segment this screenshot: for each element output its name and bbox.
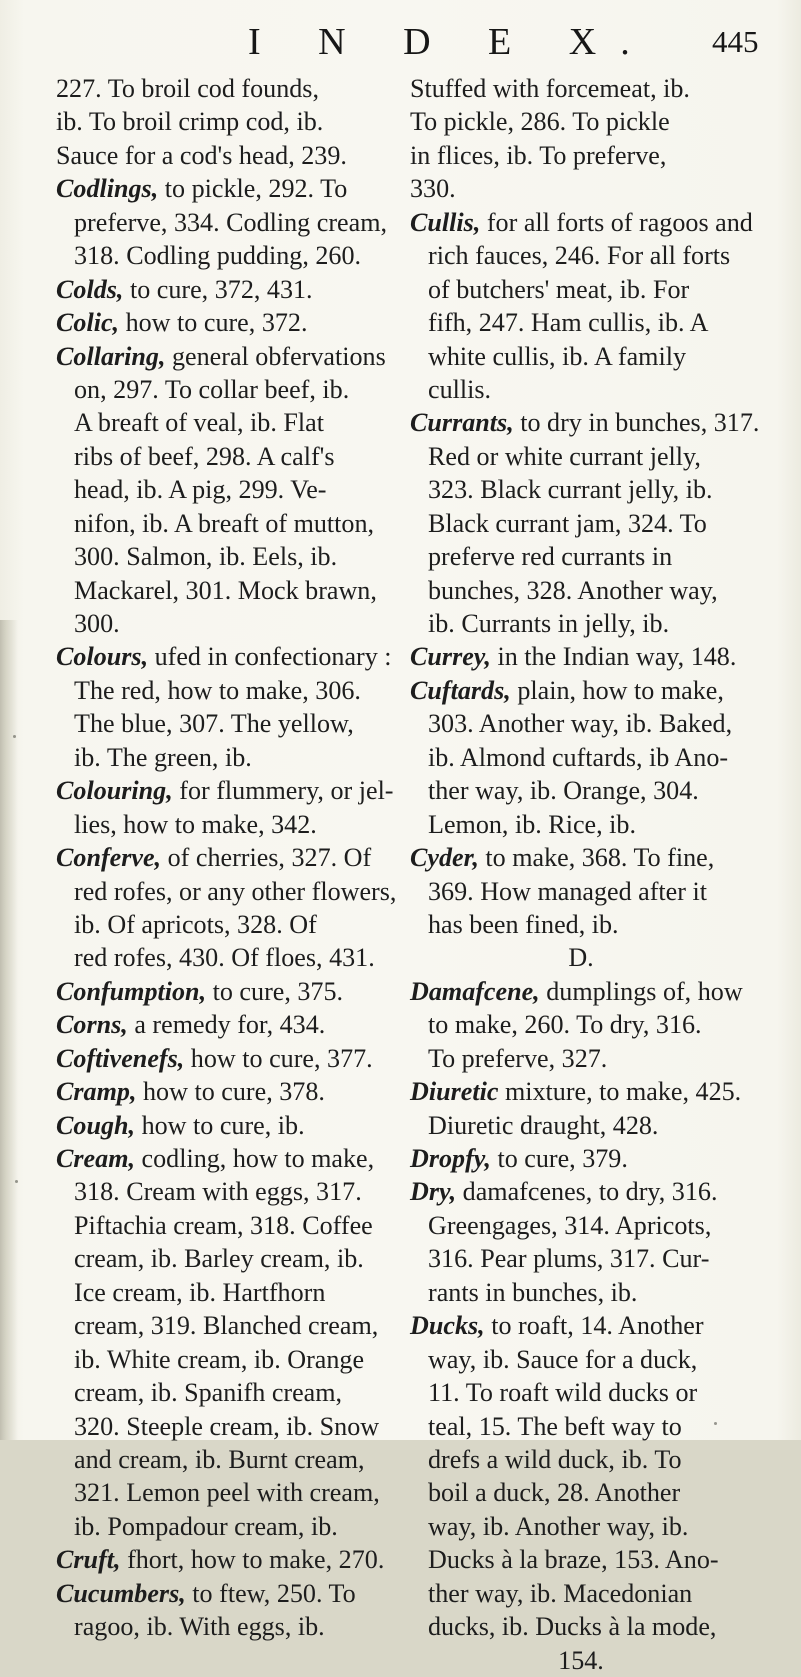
index-entry-text: Black currant jam, 324. To <box>428 508 707 538</box>
index-line <box>56 640 392 673</box>
index-line <box>56 1610 384 1643</box>
index-entry-text: to cure, 375. <box>206 976 344 1006</box>
index-entry-text: The red, how to make, 306. <box>74 675 361 705</box>
index-line <box>410 72 770 105</box>
index-entry-text: ib. White cream, ib. Orange <box>74 1344 365 1374</box>
index-entry-text: and cream, ib. Burnt cream, <box>74 1444 365 1474</box>
index-line <box>410 1309 770 1342</box>
left-index-column <box>56 72 397 1644</box>
index-entry-text: on, 297. To collar beef, ib. <box>74 374 350 404</box>
index-entry-text: preferve red currants in <box>428 542 673 572</box>
index-line <box>410 1476 770 1509</box>
index-line <box>56 306 384 339</box>
index-entry-term: Coftivenefs, <box>56 1043 185 1073</box>
index-line <box>410 1543 770 1576</box>
index-entry-text: plain, how to make, <box>510 675 724 705</box>
paper-speck <box>13 735 16 738</box>
index-entry-text: cream, ib. Barley cream, ib. <box>74 1244 364 1274</box>
index-entry-term: Cream, <box>56 1144 136 1173</box>
index-entry-text: for flummery, or jel- <box>172 776 394 806</box>
index-line <box>56 1008 384 1041</box>
index-line <box>56 1276 384 1309</box>
index-entry-text: white cullis, ib. A family <box>428 341 687 371</box>
index-entry-text: codling, how to make, <box>135 1144 375 1173</box>
index-line <box>56 473 384 506</box>
index-entry-term: Conferve, <box>56 843 162 873</box>
index-entry-text: to roaft, 14. Another <box>484 1311 704 1341</box>
index-entry-text: cream, ib. Spanifh cream, <box>74 1378 343 1408</box>
index-entry-text: of butchers' meat, ib. For <box>428 274 690 304</box>
index-line <box>56 1209 384 1242</box>
index-entry-text: Stuffed with forcemeat, ib. <box>410 74 690 103</box>
index-line <box>56 72 384 105</box>
index-line <box>56 774 394 807</box>
index-line <box>56 707 384 740</box>
index-entry-text: cream, 319. Blanched cream, <box>74 1311 379 1341</box>
index-entry-text: Ice cream, ib. Hartfhorn <box>74 1277 326 1307</box>
index-line <box>410 406 770 439</box>
index-entry-text: Greengages, 314. Apricots, <box>428 1210 712 1240</box>
index-entry-text: Piftachia cream, 318. Coffee <box>74 1210 373 1240</box>
index-entry-text: general obfervations <box>165 341 386 371</box>
index-line <box>56 1443 384 1476</box>
paper-speck <box>15 1180 18 1183</box>
index-line <box>56 1042 384 1075</box>
index-line <box>410 741 770 774</box>
index-line <box>410 540 770 573</box>
index-line <box>410 1008 770 1041</box>
index-entry-text: way, ib. Another way, ib. <box>428 1511 689 1541</box>
index-line <box>56 975 384 1008</box>
index-line <box>410 1175 770 1208</box>
right-index-column <box>410 72 770 1677</box>
index-entry-text: lies, how to make, 342. <box>74 809 317 839</box>
index-entry-text: Ducks à la braze, 153. Ano- <box>428 1545 719 1575</box>
index-line <box>410 1109 770 1142</box>
index-line <box>56 841 384 874</box>
index-entry-text: to make, 368. To fine, <box>478 843 715 873</box>
page-number: 445 <box>712 24 759 59</box>
index-entry-text: preferve, 334. Codling cream, <box>74 207 388 237</box>
index-line <box>56 206 388 239</box>
index-line <box>410 1142 770 1175</box>
index-entry-text: 318. Codling pudding, 260. <box>74 241 362 271</box>
index-line <box>56 1109 384 1142</box>
index-line <box>56 1510 384 1543</box>
index-entry-text: 227. To broil cod founds, <box>56 74 319 103</box>
index-entry-text: teal, 15. The beft way to <box>428 1411 682 1441</box>
index-entry-term: Cruft, <box>56 1545 121 1575</box>
index-line <box>410 239 770 272</box>
index-entry-text: of cherries, 327. Of <box>161 843 372 873</box>
index-line <box>410 975 770 1008</box>
index-line <box>56 105 384 138</box>
index-entry-text: A breaft of veal, ib. Flat <box>74 408 324 438</box>
index-entry-text: 154. <box>558 1645 604 1675</box>
index-line <box>56 574 384 607</box>
index-entry-term: Colic, <box>56 308 120 338</box>
index-line <box>410 1276 770 1309</box>
index-line <box>410 373 770 406</box>
index-line <box>410 707 770 740</box>
index-entry-text: how to cure, ib. <box>135 1110 305 1140</box>
index-entry-text: to cure, 372, 431. <box>123 274 313 304</box>
index-line <box>56 1309 384 1342</box>
index-line <box>56 674 384 707</box>
index-line <box>56 139 384 172</box>
index-entry-text: damafcenes, to dry, 316. <box>456 1177 718 1207</box>
index-entry-text: ribs of beef, 298. A calf's <box>74 441 335 471</box>
index-entry-text: 300. Salmon, ib. Eels, ib. <box>74 542 338 572</box>
index-entry-text: boil a duck, 28. Another <box>428 1478 681 1508</box>
index-heading: I N D E X. <box>248 21 654 63</box>
index-entry-text: 330. <box>410 174 456 204</box>
index-entry-term: Damafcene, <box>410 976 540 1006</box>
index-line <box>410 1443 770 1476</box>
index-entry-term: Confumption, <box>56 976 207 1006</box>
index-entry-text: ib. Currants in jelly, ib. <box>428 609 670 638</box>
index-entry-text: has been fined, ib. <box>428 909 619 939</box>
index-line <box>56 1376 384 1409</box>
index-entry-text: ther way, ib. Orange, 304. <box>428 776 699 806</box>
index-entry-text: ib. Pompadour cream, ib. <box>74 1511 338 1541</box>
index-line <box>410 1410 770 1443</box>
index-entry-text: to make, 260. To dry, 316. <box>428 1010 702 1040</box>
index-entry-text: To preferve, 327. <box>428 1043 608 1073</box>
index-entry-text: cullis. <box>428 374 492 404</box>
index-entry-term: Cuftards, <box>410 675 511 705</box>
index-line <box>410 440 770 473</box>
index-entry-term: Dry, <box>410 1177 457 1207</box>
index-entry-term: Corns, <box>56 1010 128 1040</box>
index-entry-text: 369. How managed after it <box>428 876 707 906</box>
index-entry-text: ragoo, ib. With eggs, ib. <box>74 1612 325 1642</box>
index-line <box>410 1242 770 1275</box>
index-entry-text: ib. The green, ib. <box>74 742 252 772</box>
index-entry-text: ib. Of apricots, 328. Of <box>74 909 317 939</box>
page-gutter-shadow <box>0 620 18 1440</box>
index-entry-text: 321. Lemon peel with cream, <box>74 1478 380 1508</box>
index-line <box>56 1142 384 1175</box>
index-entry-term: Dropfy, <box>410 1144 491 1173</box>
index-entry-text: a remedy for, 434. <box>127 1010 326 1040</box>
index-line <box>56 440 384 473</box>
index-line <box>410 340 770 373</box>
index-line <box>56 808 384 841</box>
index-line <box>410 1644 770 1677</box>
index-line <box>410 1343 770 1376</box>
index-line <box>410 908 770 941</box>
index-line <box>56 607 384 640</box>
index-entry-term: Diuretic <box>410 1077 499 1107</box>
index-line <box>56 1476 384 1509</box>
index-entry-text: 323. Black currant jelly, ib. <box>428 475 713 505</box>
index-line <box>56 908 384 941</box>
index-entry-text: The blue, 307. The yellow, <box>74 709 354 739</box>
index-entry-text: Red or white currant jelly, <box>428 441 701 471</box>
index-line <box>56 741 384 774</box>
index-entry-text: nifon, ib. A breaft of mutton, <box>74 508 375 538</box>
index-line <box>410 875 770 908</box>
index-line <box>410 640 770 673</box>
index-entry-term: Cramp, <box>56 1077 137 1107</box>
index-line <box>410 607 770 640</box>
index-entry-text: how to cure, 372. <box>119 308 308 338</box>
index-entry-term: Ducks, <box>410 1311 485 1341</box>
index-entry-text: Mackarel, 301. Mock brawn, <box>74 575 377 605</box>
index-line <box>56 1175 384 1208</box>
paper-speck <box>714 1422 717 1425</box>
index-entry-text: Lemon, ib. Rice, ib. <box>428 809 636 839</box>
index-line <box>410 674 770 707</box>
index-line <box>56 340 384 373</box>
index-line <box>410 941 770 974</box>
index-entry-text: rich fauces, 246. For all forts <box>428 241 731 271</box>
index-entry-text: rants in bunches, ib. <box>428 1277 638 1307</box>
index-entry-text: ther way, ib. Macedonian <box>428 1578 693 1608</box>
index-entry-text: to pickle, 292. To <box>158 174 348 204</box>
index-entry-text: ib. To broil crimp cod, ib. <box>56 107 324 137</box>
index-line <box>410 808 770 841</box>
index-line <box>56 406 384 439</box>
index-entry-term: Colouring, <box>56 776 173 806</box>
index-entry-text: to dry in bunches, 317. <box>513 408 760 438</box>
index-line <box>56 507 384 540</box>
index-entry-text: To pickle, 286. To pickle <box>410 107 670 137</box>
index-entry-text: red rofes, or any other flowers, <box>74 876 397 906</box>
index-line <box>410 105 770 138</box>
index-entry-text: dumplings of, how <box>539 976 743 1006</box>
index-entry-text: for all forts of ragoos and <box>480 207 753 237</box>
index-entry-text: Sauce for a cod's head, 239. <box>56 140 347 170</box>
index-line <box>56 172 384 205</box>
index-entry-text: 318. Cream with eggs, 317. <box>74 1177 362 1207</box>
index-line <box>56 273 384 306</box>
index-entry-text: ducks, ib. Ducks à la mode, <box>428 1612 717 1642</box>
running-head <box>0 20 801 70</box>
index-entry-text: head, ib. A pig, 299. Ve- <box>74 475 327 505</box>
index-line <box>56 1343 384 1376</box>
index-entry-text: 11. To roaft wild ducks or <box>428 1378 698 1408</box>
index-line <box>410 774 770 807</box>
index-entry-text: ufed in confectionary : <box>148 642 392 672</box>
index-entry-text: drefs a wild duck, ib. To <box>428 1444 682 1474</box>
index-entry-text: in the Indian way, 148. <box>490 642 737 672</box>
index-entry-text: how to cure, 377. <box>184 1043 373 1073</box>
index-line <box>410 1376 770 1409</box>
index-line <box>410 1209 770 1242</box>
index-entry-term: Currey, <box>410 642 491 672</box>
index-line <box>410 172 770 205</box>
index-line <box>410 841 770 874</box>
index-entry-text: red rofes, 430. Of floes, 431. <box>74 943 375 973</box>
index-line <box>56 1543 384 1576</box>
index-entry-term: Cyder, <box>410 843 479 873</box>
index-entry-text: 320. Steeple cream, ib. Snow <box>74 1411 380 1441</box>
index-entry-text: mixture, to make, 425. <box>498 1077 742 1107</box>
index-line <box>410 507 770 540</box>
index-entry-text: bunches, 328. Another way, <box>428 575 718 605</box>
index-entry-term: Colds, <box>56 274 124 304</box>
index-entry-text: way, ib. Sauce for a duck, <box>428 1344 698 1374</box>
index-entry-text: to ftew, 250. To <box>185 1578 356 1608</box>
index-entry-term: Cullis, <box>410 207 481 237</box>
index-line <box>410 1510 770 1543</box>
index-line <box>410 1042 770 1075</box>
index-entry-text: Diuretic draught, 428. <box>428 1110 659 1140</box>
index-line <box>56 1410 384 1443</box>
index-entry-text: 303. Another way, ib. Baked, <box>428 709 733 739</box>
index-line <box>410 1075 770 1108</box>
index-line <box>410 574 770 607</box>
index-line <box>56 1075 384 1108</box>
index-line <box>410 1610 770 1643</box>
index-entry-text: in flices, ib. To preferve, <box>410 140 667 170</box>
index-entry-term: Currants, <box>410 408 514 438</box>
index-line <box>410 473 770 506</box>
index-entry-term: Codlings, <box>56 174 159 204</box>
index-entry-term: Cough, <box>56 1110 136 1140</box>
index-entry-text: ib. Almond cuftards, ib Ano- <box>428 742 729 772</box>
index-line <box>56 1577 384 1610</box>
index-line <box>410 206 770 239</box>
index-entry-text: 300. <box>74 609 120 638</box>
index-line <box>56 540 384 573</box>
index-entry-text: D. <box>568 943 594 973</box>
index-entry-term: Collaring, <box>56 341 166 371</box>
index-entry-term: Colours, <box>56 642 149 672</box>
index-line <box>56 373 384 406</box>
index-line <box>410 273 770 306</box>
index-line <box>410 306 770 339</box>
index-entry-term: Cucumbers, <box>56 1578 186 1608</box>
index-entry-text: how to cure, 378. <box>136 1077 325 1107</box>
index-entry-text: 316. Pear plums, 317. Cur- <box>428 1244 710 1274</box>
index-entry-text: to cure, 379. <box>490 1144 628 1173</box>
index-line <box>56 239 384 272</box>
index-line <box>56 875 397 908</box>
index-entry-text: fhort, how to make, 270. <box>120 1545 385 1575</box>
index-line <box>56 1242 384 1275</box>
index-line <box>56 941 384 974</box>
index-line <box>410 139 770 172</box>
index-entry-text: fifh, 247. Ham cullis, ib. A <box>428 308 709 338</box>
index-line <box>410 1577 770 1610</box>
